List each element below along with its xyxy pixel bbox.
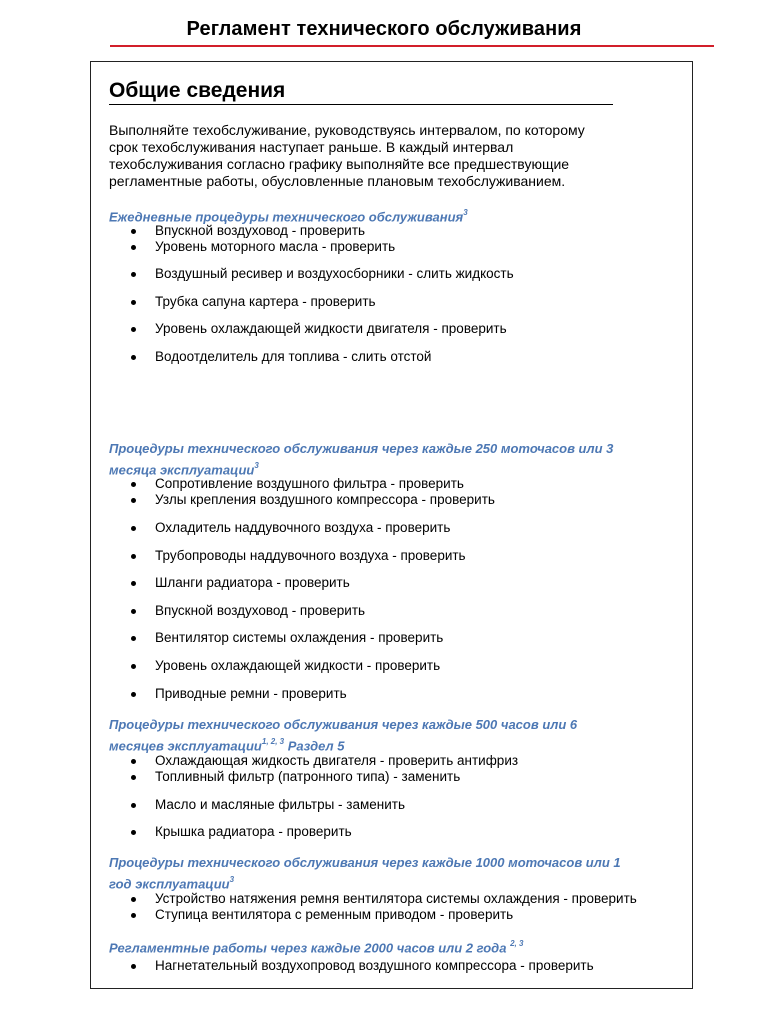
heading-text: Ежедневные процедуры технического обслуживания	[109, 209, 464, 225]
list-item: Впускной воздуховод - проверить	[155, 603, 366, 618]
bullet-icon	[131, 245, 136, 250]
list-item: Нагнетательный воздухопровод воздушного компрессора - проверить	[155, 958, 594, 973]
bullet-icon	[131, 759, 136, 764]
list-item: Ступица вентилятора с ременным приводом - проверить	[155, 907, 514, 922]
intro-line: техобслуживания согласно графику выполняйте все предшествующие	[109, 156, 570, 172]
bullet-icon	[131, 581, 136, 586]
list-item: Топливный фильтр (патронного типа) - заменить	[155, 769, 461, 784]
heading-footnote: 2, 3	[510, 939, 524, 948]
heading-text: месяца эксплуатации	[109, 462, 255, 478]
bullet-icon	[131, 897, 136, 902]
header-rule	[110, 45, 714, 47]
bullet-icon	[131, 300, 136, 305]
heading-text: месяцев эксплуатации	[109, 738, 262, 754]
heading-suffix: Раздел 5	[284, 738, 345, 754]
list-item: Трубопроводы наддувочного воздуха - проверить	[155, 548, 466, 563]
section-heading-250h	[109, 440, 689, 479]
heading-footnote: 1, 2, 3	[261, 737, 285, 746]
title-underline	[109, 104, 613, 105]
bullet-icon	[131, 327, 136, 332]
bullet-icon	[131, 830, 136, 835]
section-heading-1000h	[109, 854, 689, 893]
list-item: Уровень моторного масла - проверить	[155, 239, 396, 254]
bullet-icon	[131, 482, 136, 487]
list-item: Узлы крепления воздушного компрессора - проверить	[155, 492, 495, 507]
bullet-icon	[131, 775, 136, 780]
bullet-icon	[131, 355, 136, 360]
bullet-icon	[131, 526, 136, 531]
list-item: Уровень охлаждающей жидкости двигателя - проверить	[155, 321, 507, 336]
bullet-icon	[131, 498, 136, 503]
list-item: Уровень охлаждающей жидкости - проверить	[155, 658, 441, 673]
heading-footnote: 3	[229, 875, 235, 884]
bullet-icon	[131, 229, 136, 234]
section-title: Общие сведения	[109, 79, 286, 102]
bullet-icon	[131, 692, 136, 697]
bullet-icon	[131, 964, 136, 969]
list-item: Крышка радиатора - проверить	[155, 824, 352, 839]
page-header: Регламент технического обслуживания	[186, 18, 582, 40]
section-heading-500h	[109, 716, 689, 755]
list-item: Водоотделитель для топлива - слить отстой	[155, 349, 432, 364]
bullet-icon	[131, 803, 136, 808]
bullet-icon	[131, 272, 136, 277]
list-item: Охлаждающая жидкость двигателя - проверить антифриз	[155, 753, 519, 768]
heading-footnote: 3	[463, 208, 468, 217]
list-item: Приводные ремни - проверить	[155, 686, 347, 701]
list-item: Впускной воздуховод - проверить	[155, 223, 366, 238]
bullet-icon	[131, 913, 136, 918]
list-item: Вентилятор системы охлаждения - проверить	[155, 630, 444, 645]
heading-text: Регламентные работы через каждые 2000 часов или 2 года	[109, 940, 511, 956]
list-item: Трубка сапуна картера - проверить	[155, 294, 376, 309]
list-item: Шланги радиатора - проверить	[155, 575, 350, 590]
intro-paragraph	[109, 122, 669, 190]
intro-line: Выполняйте техобслуживание, руководствуясь интервалом, по которому	[109, 122, 585, 138]
bullet-icon	[131, 664, 136, 669]
bullet-icon	[131, 554, 136, 559]
heading-text: Процедуры технического обслуживания через каждые 500 часов или 6	[109, 717, 578, 732]
intro-line: срок техобслуживания наступает раньше. В каждый интервал	[109, 139, 514, 155]
bullet-icon	[131, 609, 136, 614]
list-item: Сопротивление воздушного фильтра - проверить	[155, 476, 464, 491]
bullet-icon	[131, 636, 136, 641]
list-item: Охладитель наддувочного воздуха - проверить	[155, 520, 451, 535]
intro-line: регламентные работы, обусловленные плановым техобслуживанием.	[109, 173, 566, 189]
heading-text: Процедуры технического обслуживания через каждые 250 моточасов или 3	[109, 441, 614, 456]
heading-footnote: 3	[254, 461, 259, 470]
heading-text: Процедуры технического обслуживания через каждые 1000 моточасов или 1	[109, 855, 621, 870]
list-item: Масло и масляные фильтры - заменить	[155, 797, 405, 812]
list-item: Воздушный ресивер и воздухосборники - слить жидкость	[155, 266, 514, 281]
list-item: Устройство натяжения ремня вентилятора системы охлаждения - проверить	[155, 891, 637, 906]
heading-text: год эксплуатации	[109, 876, 230, 892]
section-heading-2000h	[109, 936, 689, 957]
